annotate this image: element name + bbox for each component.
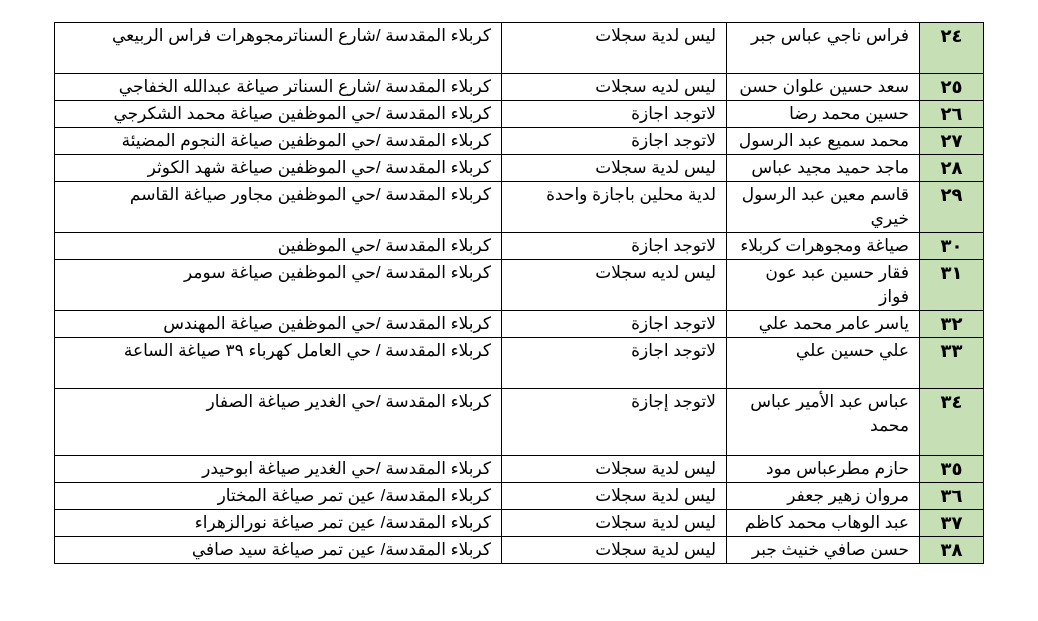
row-number: ٣٧: [920, 510, 984, 537]
table-row: [55, 537, 984, 564]
table-row: [55, 101, 984, 128]
person-name: حسين محمد رضا: [727, 101, 920, 128]
person-name: مروان زهير جعفر: [727, 483, 920, 510]
person-name: عباس عبد الأمير عباس محمد: [727, 389, 920, 456]
person-name: سعد حسين علوان حسن: [727, 74, 920, 101]
shop-address: كربلاء المقدسة /شارع السناتر صياغة عبدالله الخفاجي: [55, 74, 502, 101]
license-status: ليس لديه سجلات: [502, 260, 727, 311]
shop-address: كربلاء المقدسة /شارع السناترمجوهرات فراس الربيعي: [55, 23, 502, 74]
table-row: [55, 510, 984, 537]
person-name: فراس ناجي عباس جبر: [727, 23, 920, 74]
table-row: [55, 311, 984, 338]
license-status: لاتوجد اجازة: [502, 338, 727, 389]
table-row: [55, 260, 984, 311]
row-number: ٢٤: [920, 23, 984, 74]
person-name: محمد سميع عبد الرسول: [727, 128, 920, 155]
row-number: ٣٦: [920, 483, 984, 510]
row-number: ٣٨: [920, 537, 984, 564]
table-row: [55, 389, 984, 456]
shop-address: كربلاء المقدسة/ عين تمر صياغة المختار: [55, 483, 502, 510]
shop-address: كربلاء المقدسة /حي الموظفين صياغة محمد الشكرجي: [55, 101, 502, 128]
license-status: ليس لدية سجلات: [502, 510, 727, 537]
shop-address: كربلاء المقدسة /حي الموظفين: [55, 233, 502, 260]
shop-address: كربلاء المقدسة /حي الموظفين صياغة المهندس: [55, 311, 502, 338]
row-number: ٢٩: [920, 182, 984, 233]
row-number: ٢٥: [920, 74, 984, 101]
row-number: ٣٢: [920, 311, 984, 338]
person-name: ياسر عامر محمد علي: [727, 311, 920, 338]
person-name: صياغة ومجوهرات كربلاء: [727, 233, 920, 260]
license-status: ليس لديه سجلات: [502, 74, 727, 101]
person-name: علي حسين علي: [727, 338, 920, 389]
person-name: عبد الوهاب محمد كاظم: [727, 510, 920, 537]
table-row: [55, 74, 984, 101]
license-status: ليس لدية سجلات: [502, 537, 727, 564]
records-table: [54, 22, 984, 564]
license-status: لاتوجد اجازة: [502, 311, 727, 338]
table-row: [55, 182, 984, 233]
shop-address: كربلاء المقدسة / حي العامل كهرباء ٣٩ صياغة الساعة: [55, 338, 502, 389]
table-row: [55, 128, 984, 155]
license-status: لدية محلين باجازة واحدة: [502, 182, 727, 233]
shop-address: كربلاء المقدسة/ عين تمر صياغة نورالزهراء: [55, 510, 502, 537]
table-row: [55, 483, 984, 510]
row-number: ٣٠: [920, 233, 984, 260]
shop-address: كربلاء المقدسة /حي الغدير صياغة الصفار: [55, 389, 502, 456]
shop-address: كربلاء المقدسة /حي الموظفين مجاور صياغة القاسم: [55, 182, 502, 233]
shop-address: كربلاء المقدسة/ عين تمر صياغة سيد صافي: [55, 537, 502, 564]
person-name: فقار حسين عبد عون فواز: [727, 260, 920, 311]
license-status: ليس لدية سجلات: [502, 155, 727, 182]
license-status: لاتوجد إجازة: [502, 389, 727, 456]
table-row: [55, 338, 984, 389]
row-number: ٣١: [920, 260, 984, 311]
table-row: [55, 155, 984, 182]
row-number: ٣٣: [920, 338, 984, 389]
license-status: لاتوجد اجازة: [502, 101, 727, 128]
row-number: ٢٨: [920, 155, 984, 182]
table-row: [55, 233, 984, 260]
row-number: ٢٦: [920, 101, 984, 128]
license-status: ليس لدية سجلات: [502, 483, 727, 510]
shop-address: كربلاء المقدسة /حي الموظفين صياغة النجوم المضيئة: [55, 128, 502, 155]
license-status: لاتوجد اجازة: [502, 128, 727, 155]
person-name: ماجد حميد مجيد عباس: [727, 155, 920, 182]
row-number: ٣٤: [920, 389, 984, 456]
shop-address: كربلاء المقدسة /حي الغدير صياغة ابوحيدر: [55, 456, 502, 483]
row-number: ٣٥: [920, 456, 984, 483]
shop-address: كربلاء المقدسة /حي الموظفين صياغة سومر: [55, 260, 502, 311]
license-status: ليس لدية سجلات: [502, 23, 727, 74]
person-name: حازم مطرعباس مود: [727, 456, 920, 483]
person-name: قاسم معين عبد الرسول خيري: [727, 182, 920, 233]
person-name: حسن صافي خنيث جبر: [727, 537, 920, 564]
shop-address: كربلاء المقدسة /حي الموظفين صياغة شهد الكوثر: [55, 155, 502, 182]
table-row: [55, 23, 984, 74]
row-number: ٢٧: [920, 128, 984, 155]
table-row: [55, 456, 984, 483]
license-status: ليس لدية سجلات: [502, 456, 727, 483]
license-status: لاتوجد اجازة: [502, 233, 727, 260]
